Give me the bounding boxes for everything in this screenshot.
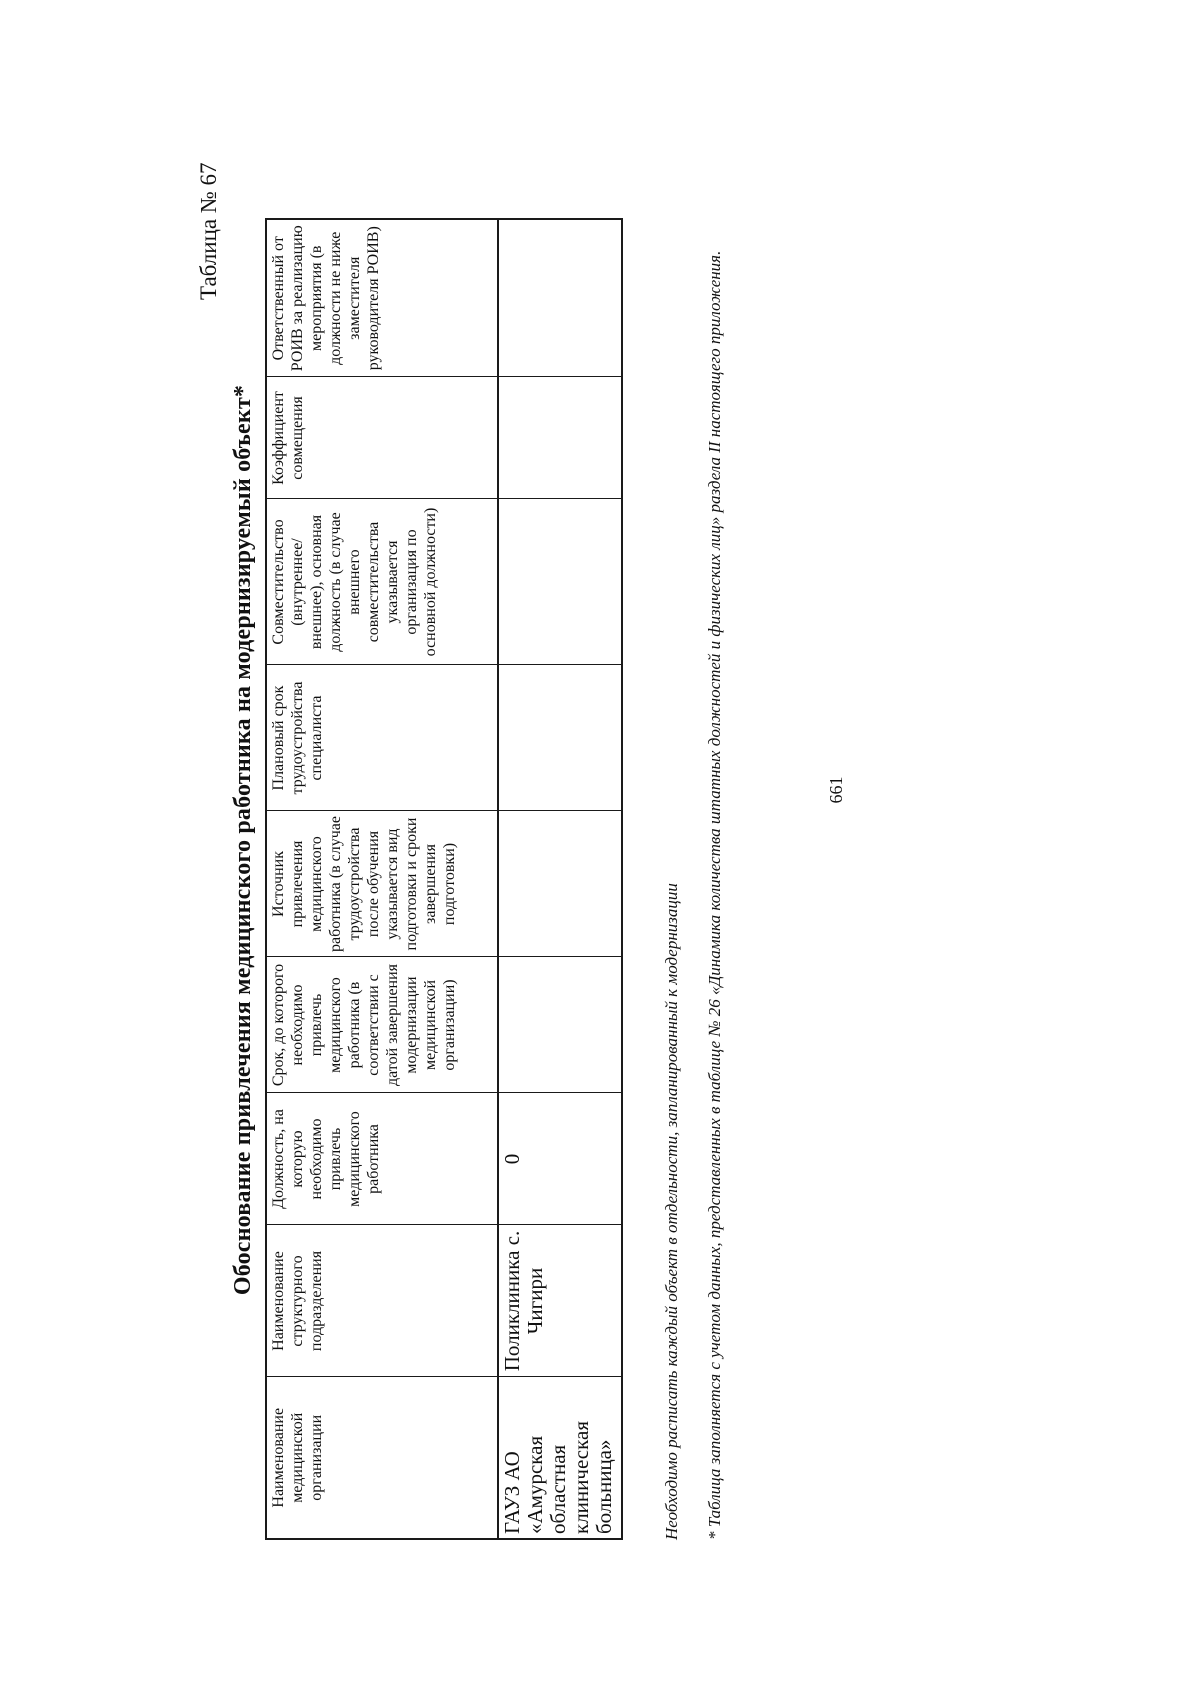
header-cell-position: Должность, на которую необходимо привлечь медицинского работника	[266, 1093, 498, 1225]
header-row	[266, 219, 498, 1539]
cell-coefficient	[498, 377, 622, 499]
cell-combination	[498, 499, 622, 665]
cell-unit: Поликлиника с. Чигири	[498, 1225, 622, 1377]
table-container	[265, 218, 623, 1540]
header-cell-deadline: Срок, до которого необходимо привлечь медицинского работника (в соответствии с датой завершения модернизации медицинской организации)	[266, 957, 498, 1093]
header-cell-planned-date: Плановый срок трудоустройства специалиста	[266, 665, 498, 811]
note-modernization: Необходимо расписать каждый объект в отдельности, запланированный к модернизации	[662, 883, 681, 1540]
cell-deadline	[498, 957, 622, 1093]
cell-position: 0	[498, 1093, 622, 1225]
header-cell-source: Источник привлечения медицинского работника (в случае трудоустройства после обучения указывается вид подготовки и сроки завершения подготовки)	[266, 811, 498, 957]
header-cell-org: Наименование медицинской организации	[266, 1377, 498, 1539]
table-row	[498, 219, 622, 1539]
data-table	[265, 218, 623, 1540]
cell-responsible	[498, 219, 622, 377]
cell-org: ГАУЗ АО «Амурская областная клиническая больница»	[498, 1377, 622, 1539]
header-cell-responsible: Ответственный от РОИВ за реализацию мероприятия (в должности не ниже заместителя руководителя РОИВ)	[266, 219, 498, 377]
cell-planned-date	[498, 665, 622, 811]
cell-source	[498, 811, 622, 957]
header-cell-coefficient: Коэффициент совмещения	[266, 377, 498, 499]
header-cell-combination: Совместительство (внутреннее/ внешнее), основная должность (в случае внешнего совместительства указывается организация по основной должности)	[266, 499, 498, 665]
page-title: Обоснование привлечения медицинского работника на модернизируемый объект*	[230, 384, 256, 1296]
page-number: 661	[826, 776, 846, 804]
table-label: Таблица № 67	[196, 162, 221, 300]
rotated-page	[190, 90, 846, 1590]
footnote: * Таблица заполняется с учетом данных, представленных в таблице № 26 «Динамика количества штатных должностей и физических лиц» раздела II настоящего приложения.	[705, 250, 724, 1540]
header-cell-unit: Наименование структурного подразделения	[266, 1225, 498, 1377]
